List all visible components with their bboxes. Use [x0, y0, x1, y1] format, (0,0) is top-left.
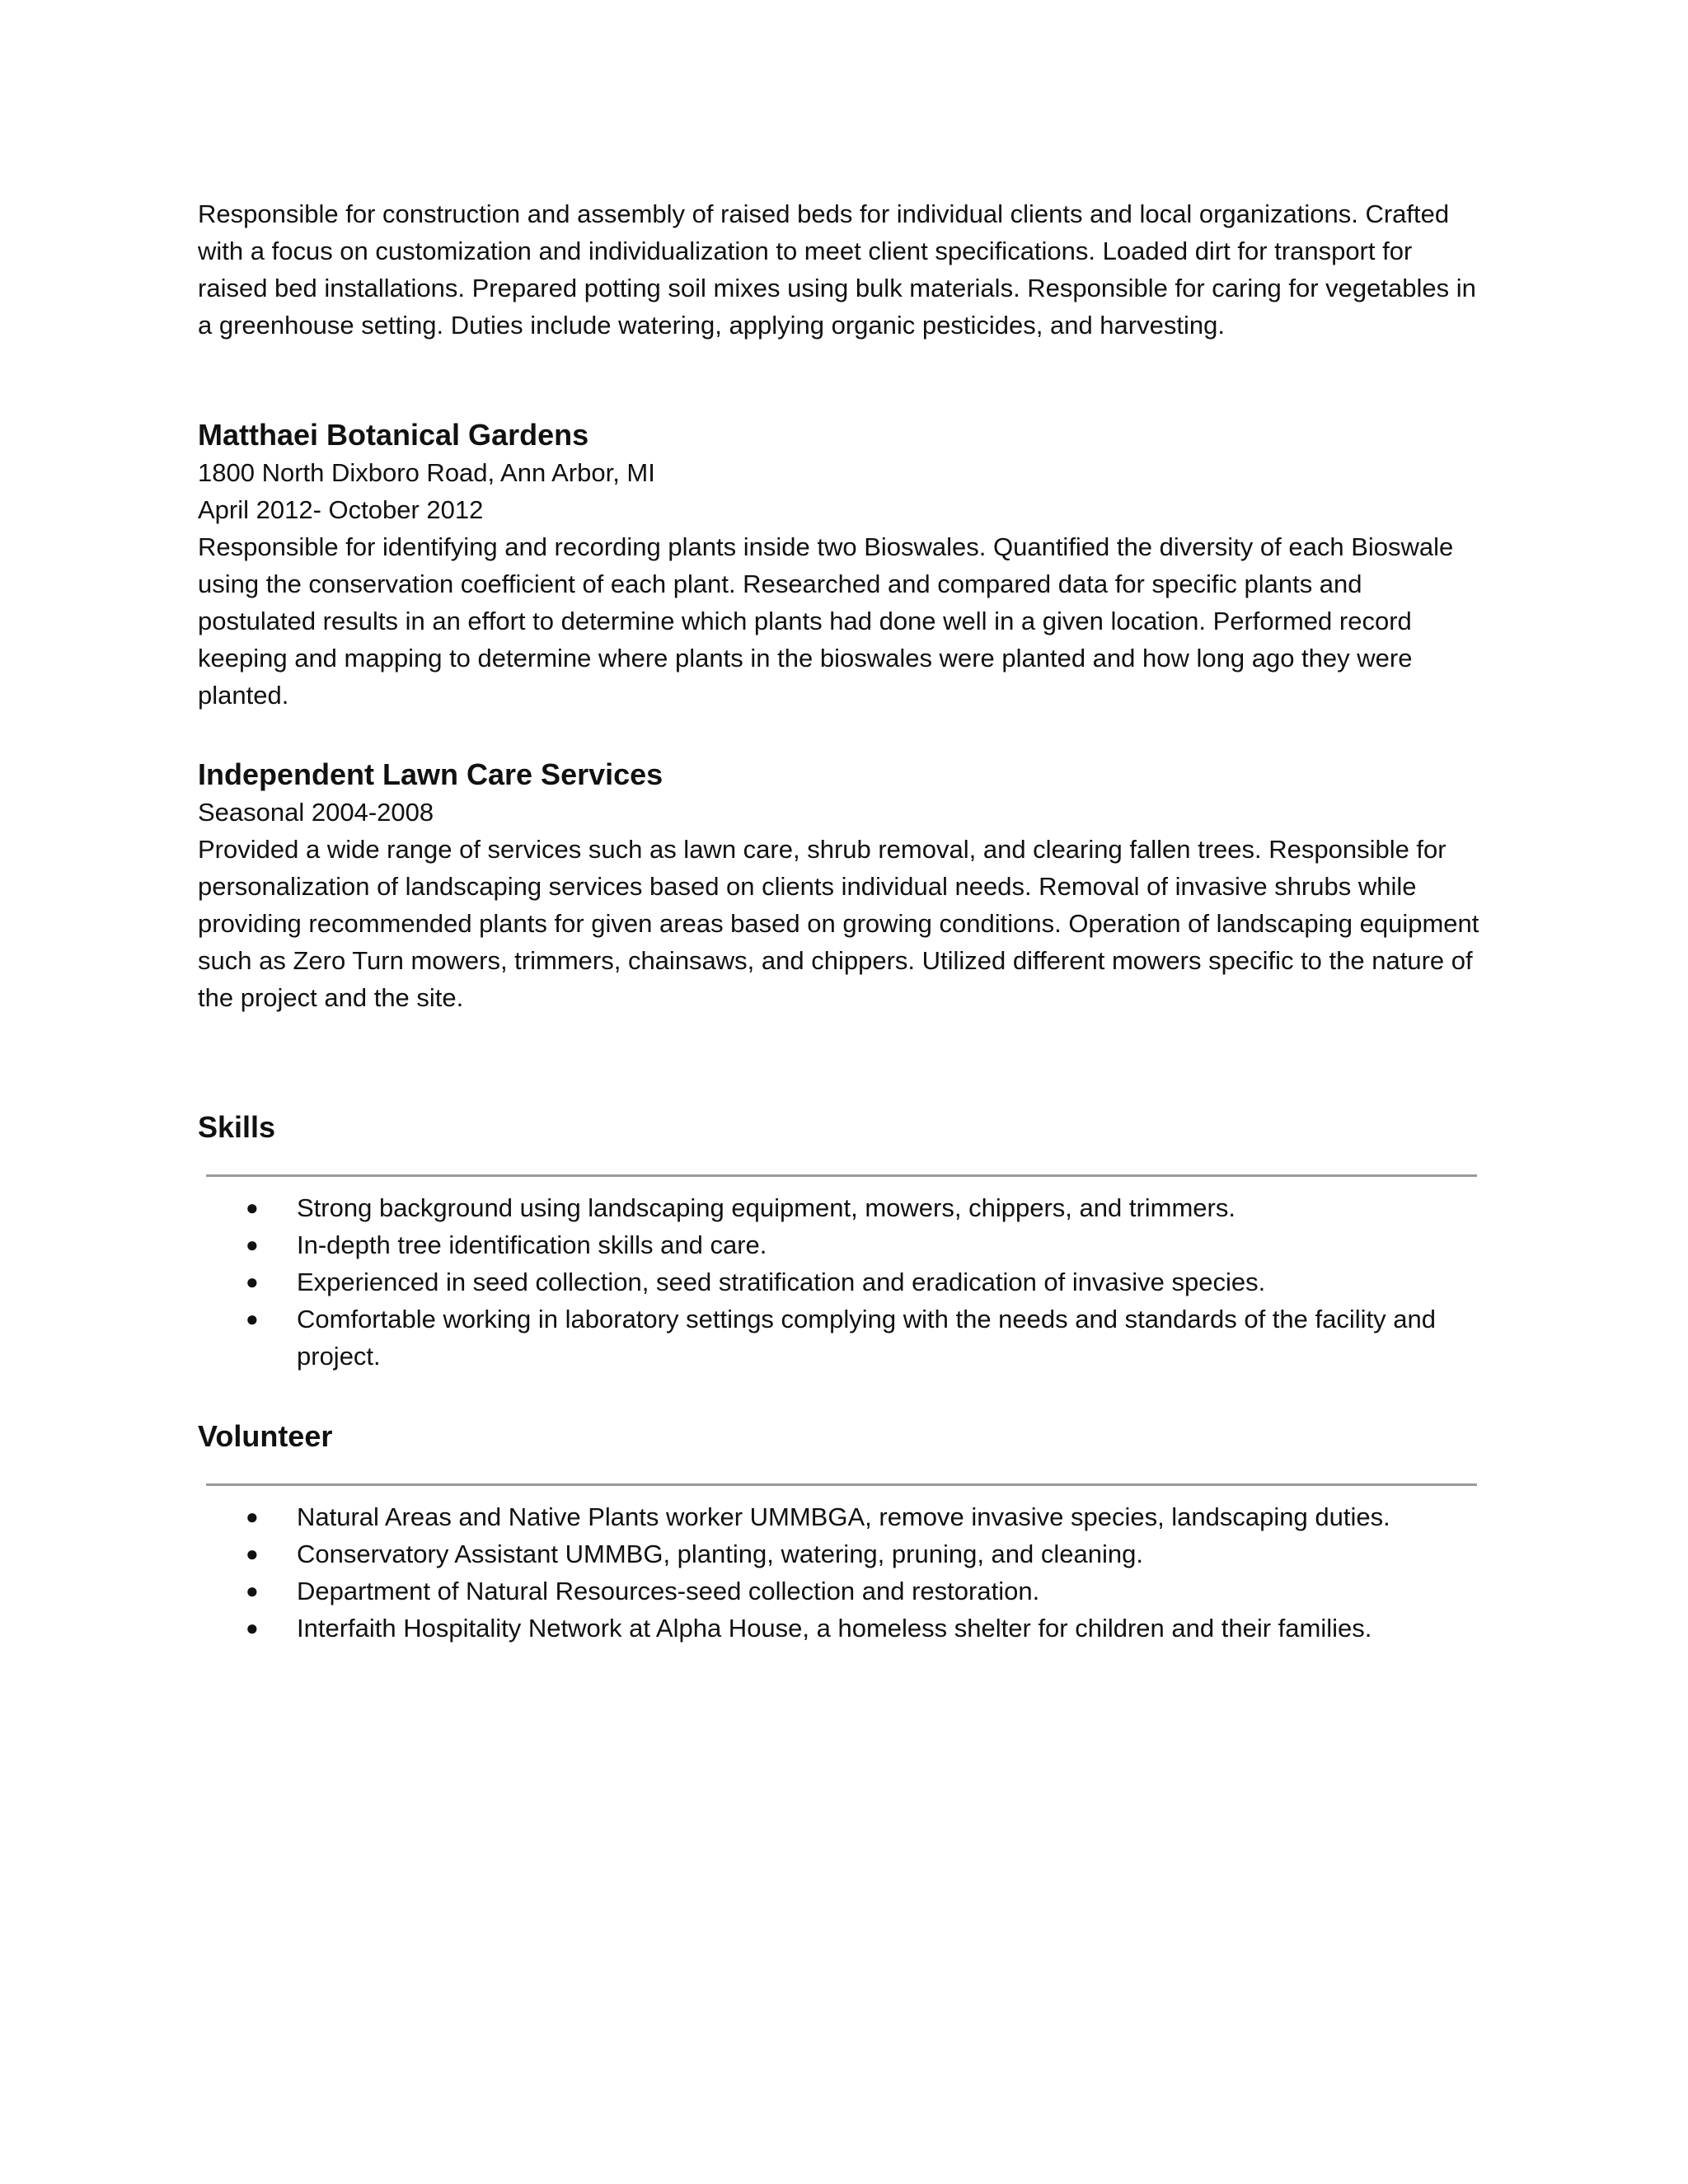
- bullet-icon: ●: [246, 1269, 259, 1294]
- volunteer-heading: Volunteer: [198, 1419, 333, 1453]
- job-title: Independent Lawn Care Services: [198, 757, 663, 791]
- bullet-icon: ●: [246, 1615, 259, 1640]
- bullet-icon: ●: [246, 1195, 259, 1220]
- skills-list: [198, 1189, 1484, 1375]
- bullet-icon: ●: [246, 1578, 259, 1603]
- list-item: [198, 1226, 1484, 1263]
- volunteer-list: [198, 1498, 1484, 1647]
- list-item-text: Conservatory Assistant UMMBG, planting, watering, pruning, and cleaning.: [297, 1540, 1143, 1568]
- job-lawn-care: [198, 756, 1484, 1016]
- bullet-icon: ●: [246, 1306, 259, 1331]
- job-description: Provided a wide range of services such as lawn care, shrub removal, and clearing fallen trees. Responsible for personalization of landscaping services based on clients individual needs. Removal of invasive shrubs while providing recommended plants for given areas based on growing conditions. Operation of landscaping equipment such as Zero Turn mowers, trimmers, chainsaws, and chippers. Utilized different mowers specific to the nature of the project and the site.: [198, 835, 1479, 1012]
- list-item-text: Interfaith Hospitality Network at Alpha House, a homeless shelter for children and their families.: [297, 1614, 1372, 1643]
- list-item-text: Experienced in seed collection, seed stratification and eradication of invasive species.: [297, 1268, 1266, 1296]
- list-item: [198, 1189, 1484, 1226]
- list-item-text: In-depth tree identification skills and care.: [297, 1230, 767, 1259]
- bullet-icon: ●: [246, 1541, 259, 1566]
- job-description: Responsible for identifying and recording plants inside two Bioswales. Quantified the diversity of each Bioswale using the conservation coefficient of each plant. Researched and compared data for specific plants and postulated results in an effort to determine which plants had done well in a given location. Performed record keeping and mapping to determine where plants in the bioswales were planted and how long ago they were planted.: [198, 532, 1454, 710]
- list-item: [198, 1572, 1484, 1610]
- volunteer-section: [198, 1418, 1484, 1643]
- intro-paragraph: Responsible for construction and assembly of raised beds for individual clients and local organizations. Crafted with a focus on customization and individualization to meet client specifications. Loaded dirt for transport for raised bed installations. Prepared potting soil mixes using bulk materials. Responsible for caring for vegetables in a greenhouse setting. Duties include watering, applying organic pesticides, and harvesting.: [198, 199, 1476, 340]
- section-divider: [206, 1483, 1477, 1486]
- bullet-icon: ●: [246, 1232, 259, 1257]
- job-title: Matthaei Botanical Gardens: [198, 418, 589, 452]
- list-item-text: Comfortable working in laboratory settings complying with the needs and standards of the facility and project.: [297, 1305, 1436, 1371]
- list-item: [198, 1535, 1484, 1572]
- list-item: [198, 1610, 1484, 1647]
- list-item-text: Strong background using landscaping equipment, mowers, chippers, and trimmers.: [297, 1193, 1236, 1222]
- list-item-text: Natural Areas and Native Plants worker UMMBGA, remove invasive species, landscaping duties.: [297, 1502, 1390, 1531]
- list-item-text: Department of Natural Resources-seed collection and restoration.: [297, 1577, 1040, 1605]
- list-item: [198, 1498, 1484, 1535]
- list-item: [198, 1301, 1484, 1375]
- job-address: 1800 North Dixboro Road, Ann Arbor, MI: [198, 458, 655, 487]
- skills-section: [198, 1108, 1484, 1371]
- job-dates: April 2012- October 2012: [198, 495, 484, 524]
- job-matthaei: [198, 416, 1484, 714]
- section-divider: [206, 1174, 1477, 1177]
- list-item: [198, 1263, 1484, 1301]
- job-dates: Seasonal 2004-2008: [198, 798, 434, 827]
- skills-heading: Skills: [198, 1110, 276, 1144]
- bullet-icon: ●: [246, 1504, 259, 1529]
